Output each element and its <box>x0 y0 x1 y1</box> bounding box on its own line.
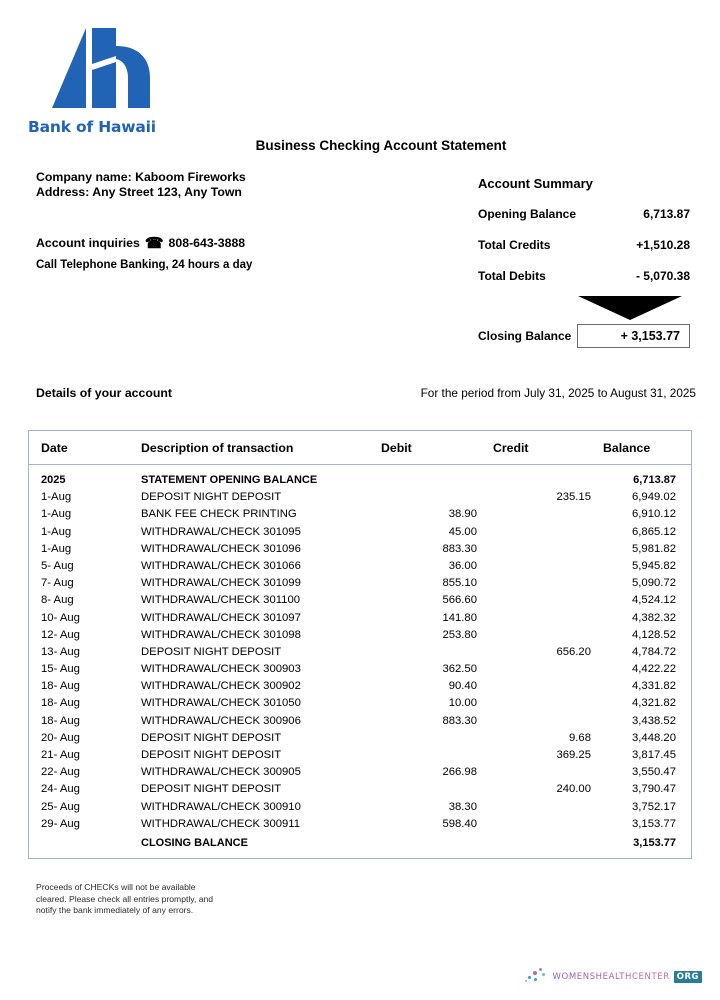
cell-description: WITHDRAWAL/CHECK 301095 <box>141 525 301 538</box>
cell-description: WITHDRAWAL/CHECK 301100 <box>141 594 301 607</box>
cell-date: 29- Aug <box>41 817 80 830</box>
summary-label: Total Credits <box>478 238 551 252</box>
table-row <box>29 746 691 763</box>
cell-date <box>29 832 133 858</box>
table-row <box>29 626 691 643</box>
details-header <box>36 386 696 400</box>
cell-date: 15- Aug <box>41 663 80 676</box>
account-summary-title: Account Summary <box>478 176 593 191</box>
watermark-text: WOMENSHEALTHCENTER <box>552 972 670 982</box>
footer-disclaimer-line-2: cleared. Please check all entries promptly, and <box>36 893 214 904</box>
cell-date: 1-Aug <box>41 508 72 521</box>
cell-credit: 369.25 <box>556 749 591 761</box>
cell-credit <box>493 832 603 858</box>
cell-date: 24- Aug <box>41 783 80 796</box>
column-header-date: Date <box>29 431 133 465</box>
summary-label: Opening Balance <box>478 207 577 221</box>
cell-balance: 4,382.32 <box>632 611 676 624</box>
site-watermark <box>525 968 702 986</box>
table-row <box>29 678 691 695</box>
cell-debit <box>381 729 493 746</box>
account-summary <box>478 176 690 348</box>
cell-date: 13- Aug <box>41 645 80 658</box>
cell-credit <box>493 592 603 609</box>
table-row <box>29 575 691 592</box>
cell-balance: 3,153.77 <box>632 817 676 830</box>
table-row <box>29 729 691 746</box>
cell-credit <box>493 678 603 695</box>
cell-date: 8- Aug <box>41 594 74 607</box>
account-inquiries-block <box>36 235 466 271</box>
cell-debit <box>381 643 493 660</box>
cell-credit: 235.15 <box>556 491 591 504</box>
summary-row-total-debits <box>478 269 690 283</box>
table-row <box>29 540 691 557</box>
cell-date: 12- Aug <box>41 628 80 641</box>
watermark-tld-badge: ORG <box>674 971 702 983</box>
cell-credit <box>493 815 603 832</box>
cell-credit <box>493 695 603 712</box>
cell-description: DEPOSIT NIGHT DEPOSIT <box>141 731 282 744</box>
cell-debit: 90.40 <box>448 680 477 693</box>
cell-description: DEPOSIT NIGHT DEPOSIT <box>141 749 282 761</box>
cell-balance: 6,910.12 <box>632 508 676 521</box>
table-row <box>29 660 691 677</box>
cell-debit: 362.50 <box>442 663 477 676</box>
cell-description: WITHDRAWAL/CHECK 301066 <box>141 559 301 572</box>
table-row <box>29 592 691 609</box>
cell-debit: 883.30 <box>442 542 477 555</box>
inquiries-subtext: Call Telephone Banking, 24 hours a day <box>36 259 253 271</box>
cell-credit <box>493 798 603 815</box>
cell-date: 2025 <box>41 474 66 486</box>
cell-description: WITHDRAWAL/CHECK 301098 <box>141 628 301 641</box>
table-row <box>29 489 691 506</box>
cell-date: 18- Aug <box>41 697 80 710</box>
column-header-credit: Credit <box>493 431 603 465</box>
transactions-table-container <box>28 430 692 859</box>
table-row <box>29 465 691 489</box>
table-row <box>29 832 691 858</box>
closing-balance-value-box: + 3,153.77 <box>577 324 690 348</box>
cell-credit <box>493 557 603 574</box>
cell-description: WITHDRAWAL/CHECK 301050 <box>141 697 301 710</box>
cell-balance: 6,865.12 <box>632 525 676 538</box>
column-header-balance: Balance <box>603 431 691 465</box>
cell-debit: 253.80 <box>442 628 477 641</box>
cell-debit <box>381 832 493 858</box>
table-row <box>29 506 691 523</box>
cell-description: WITHDRAWAL/CHECK 301097 <box>141 611 301 624</box>
bank-name: Bank of Hawaii <box>28 118 156 136</box>
column-header-description: Description of transaction <box>133 431 381 465</box>
cell-balance: 3,817.45 <box>632 749 676 761</box>
inquiries-label: Account inquiries <box>36 236 140 250</box>
table-row <box>29 557 691 574</box>
phone-icon: ☎ <box>144 234 164 252</box>
cell-date: 21- Aug <box>41 749 80 761</box>
cell-description: WITHDRAWAL/CHECK 300902 <box>141 680 301 693</box>
cell-balance: 3,550.47 <box>632 766 676 779</box>
table-row <box>29 798 691 815</box>
cell-description: BANK FEE CHECK PRINTING <box>141 508 297 521</box>
cell-credit <box>493 465 603 489</box>
closing-balance-label: Closing Balance <box>478 329 572 343</box>
cell-credit <box>493 609 603 626</box>
cell-date: 20- Aug <box>41 731 80 744</box>
cell-balance: 4,128.52 <box>632 628 676 641</box>
footer-disclaimer <box>36 882 356 917</box>
cell-date: 1-Aug <box>41 542 72 555</box>
table-row <box>29 815 691 832</box>
cell-debit <box>381 465 493 489</box>
cell-date: 10- Aug <box>41 611 80 624</box>
cell-date: 25- Aug <box>41 800 80 813</box>
cell-balance: 5,981.82 <box>632 542 676 555</box>
cell-date: 18- Aug <box>41 714 80 727</box>
transactions-table-head <box>29 431 691 465</box>
table-row <box>29 523 691 540</box>
cell-balance: 3,448.20 <box>632 731 676 744</box>
footer-disclaimer-line-1: Proceeds of CHECKs will not be available <box>36 882 196 892</box>
cell-date: 1-Aug <box>41 525 72 538</box>
cell-credit: 9.68 <box>569 731 591 744</box>
footer-disclaimer-line-3: notify the bank immediately of any errors. <box>36 905 194 915</box>
account-holder-block <box>36 170 456 200</box>
address-line: Address: Any Street 123, Any Town <box>36 185 242 199</box>
cell-debit: 38.30 <box>448 800 477 813</box>
cell-credit <box>493 712 603 729</box>
page-title: Business Checking Account Statement <box>255 138 507 153</box>
cell-credit <box>493 506 603 523</box>
watermark-dots-icon <box>525 968 549 986</box>
cell-debit: 38.90 <box>448 508 477 521</box>
cell-date: 18- Aug <box>41 680 80 693</box>
column-header-debit: Debit <box>381 431 493 465</box>
summary-row-closing-balance <box>478 324 690 348</box>
summary-row-opening-balance <box>478 207 690 221</box>
cell-description: DEPOSIT NIGHT DEPOSIT <box>141 783 282 796</box>
cell-description: WITHDRAWAL/CHECK 301099 <box>141 577 301 590</box>
cell-debit: 141.80 <box>442 611 477 624</box>
cell-balance: 4,784.72 <box>632 645 676 658</box>
table-row <box>29 695 691 712</box>
table-row <box>29 781 691 798</box>
cell-description: STATEMENT OPENING BALANCE <box>141 474 318 486</box>
cell-balance: 3,752.17 <box>632 800 676 813</box>
summary-value: +1,510.28 <box>636 238 690 252</box>
cell-date: 5- Aug <box>41 559 74 572</box>
details-title: Details of your account <box>36 386 172 400</box>
cell-balance: 5,090.72 <box>632 577 676 590</box>
cell-description: WITHDRAWAL/CHECK 300911 <box>141 817 301 830</box>
cell-description: DEPOSIT NIGHT DEPOSIT <box>141 491 282 504</box>
bank-logo-mark-icon <box>28 26 158 116</box>
company-name-line: Company name: Kaboom Fireworks <box>36 170 246 184</box>
inquiries-line <box>36 235 466 251</box>
summary-value: - 5,070.38 <box>635 269 690 283</box>
statement-period: For the period from July 31, 2025 to August 31, 2025 <box>420 386 696 400</box>
table-row <box>29 609 691 626</box>
arrow-down-icon <box>578 296 682 320</box>
cell-debit <box>381 489 493 506</box>
cell-balance: 4,422.22 <box>632 663 676 676</box>
cell-balance: 6,949.02 <box>632 491 676 504</box>
cell-debit: 855.10 <box>442 577 477 590</box>
summary-label: Total Debits <box>478 269 546 283</box>
cell-debit <box>381 781 493 798</box>
cell-balance: 4,321.82 <box>632 697 676 710</box>
cell-debit <box>381 746 493 763</box>
cell-balance: 4,331.82 <box>632 680 676 693</box>
table-row <box>29 712 691 729</box>
cell-debit: 598.40 <box>442 817 477 830</box>
table-row <box>29 764 691 781</box>
cell-date: 1-Aug <box>41 491 72 504</box>
cell-debit: 883.30 <box>442 714 477 727</box>
cell-credit: 240.00 <box>556 783 591 796</box>
cell-debit: 36.00 <box>448 559 477 572</box>
summary-arrow-container <box>478 296 690 322</box>
cell-credit <box>493 523 603 540</box>
cell-credit <box>493 626 603 643</box>
cell-balance: 4,524.12 <box>632 594 676 607</box>
cell-description: WITHDRAWAL/CHECK 301096 <box>141 542 301 555</box>
table-header-row <box>29 431 691 465</box>
summary-row-total-credits <box>478 238 690 252</box>
cell-credit <box>493 764 603 781</box>
cell-credit <box>493 575 603 592</box>
cell-date: 22- Aug <box>41 766 80 779</box>
cell-description: CLOSING BALANCE <box>141 837 248 850</box>
cell-balance: 6,713.87 <box>633 474 676 486</box>
cell-description: DEPOSIT NIGHT DEPOSIT <box>141 645 282 658</box>
cell-credit: 656.20 <box>556 645 591 658</box>
cell-debit: 45.00 <box>448 525 477 538</box>
cell-credit <box>493 540 603 557</box>
cell-balance: 3,790.47 <box>632 783 676 796</box>
cell-balance: 3,438.52 <box>632 714 676 727</box>
summary-value: 6,713.87 <box>643 207 690 221</box>
cell-description: WITHDRAWAL/CHECK 300910 <box>141 800 301 813</box>
bank-logo <box>28 26 228 136</box>
cell-balance: 5,945.82 <box>632 559 676 572</box>
cell-debit: 266.98 <box>442 766 477 779</box>
cell-balance: 3,153.77 <box>633 837 676 850</box>
inquiries-phone-number: 808-643-3888 <box>168 236 246 250</box>
table-row <box>29 643 691 660</box>
cell-debit: 566.60 <box>442 594 477 607</box>
cell-description: WITHDRAWAL/CHECK 300906 <box>141 714 301 727</box>
cell-debit: 10.00 <box>448 697 477 710</box>
cell-date: 7- Aug <box>41 577 74 590</box>
transactions-table <box>29 431 691 858</box>
transactions-table-body <box>29 465 691 859</box>
cell-description: WITHDRAWAL/CHECK 300905 <box>141 766 301 779</box>
cell-description: WITHDRAWAL/CHECK 300903 <box>141 663 301 676</box>
cell-credit <box>493 660 603 677</box>
